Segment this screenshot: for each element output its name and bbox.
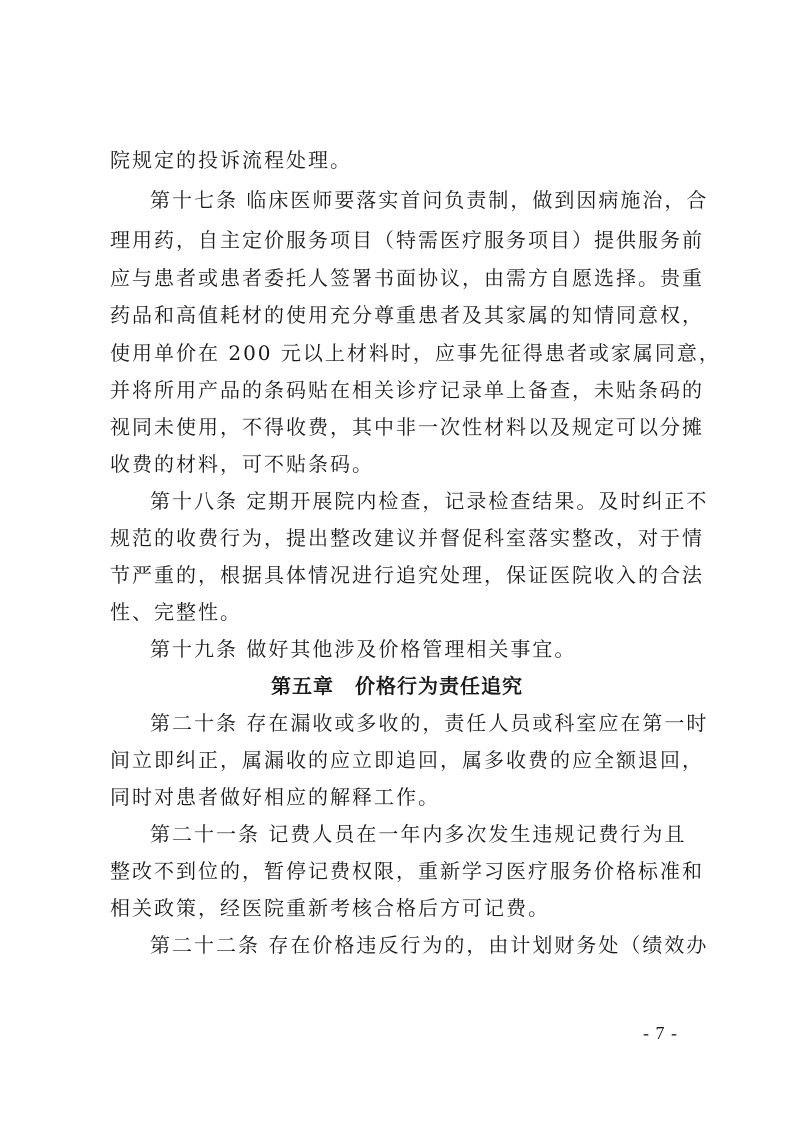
text-line: 整改不到位的，暂停记费权限，重新学习医疗服务价格标准和 [110,859,704,883]
text-line: 使用单价在 200 元以上材料时，应事先征得患者或家属同意， [110,341,721,365]
text-line: 节严重的，根据具体情况进行追究处理，保证医院收入的合法 [110,563,704,587]
page-number: - 7 - [643,1023,678,1043]
chapter-heading: 第五章 价格行为责任追究 [271,674,523,698]
text-line: 应与患者或患者委托人签署书面协议，由需方自愿选择。贵重 [110,266,704,290]
text-line: 性、完整性。 [110,600,242,624]
text-line: 相关政策，经医院重新考核合格后方可记费。 [110,896,550,920]
text-line: 第十八条 定期开展院内检查，记录检查结果。及时纠正不 [150,489,709,513]
text-line: 收费的材料，可不贴条码。 [110,452,374,476]
text-line: 第十九条 做好其他涉及价格管理相关事宜。 [150,637,577,661]
text-line: 药品和高值耗材的使用充分尊重患者及其家属的知情同意权， [110,303,704,327]
text-line: 并将所用产品的条码贴在相关诊疗记录单上备查，未贴条码的 [110,378,704,402]
text-line: 第二十二条 存在价格违反行为的，由计划财务处（绩效办 [150,933,709,957]
text-line: 同时对患者做好相应的解释工作。 [110,785,440,809]
text-line: 院规定的投诉流程处理。 [110,148,352,172]
text-line: 视同未使用，不得收费，其中非一次性材料以及规定可以分摊 [110,415,704,439]
text-line: 间立即纠正，属漏收的应立即追回，属多收费的应全额退回， [110,748,704,772]
text-line: 第二十一条 记费人员在一年内多次发生违规记费行为且 [150,822,687,846]
text-line: 理用药，自主定价服务项目（特需医疗服务项目）提供服务前 [110,228,704,252]
text-line: 第十七条 临床医师要落实首问负责制，做到因病施治，合 [150,188,709,212]
text-line: 第二十条 存在漏收或多收的，责任人员或科室应在第一时 [150,711,709,735]
text-line: 规范的收费行为，提出整改建议并督促科室落实整改，对于情 [110,526,704,550]
